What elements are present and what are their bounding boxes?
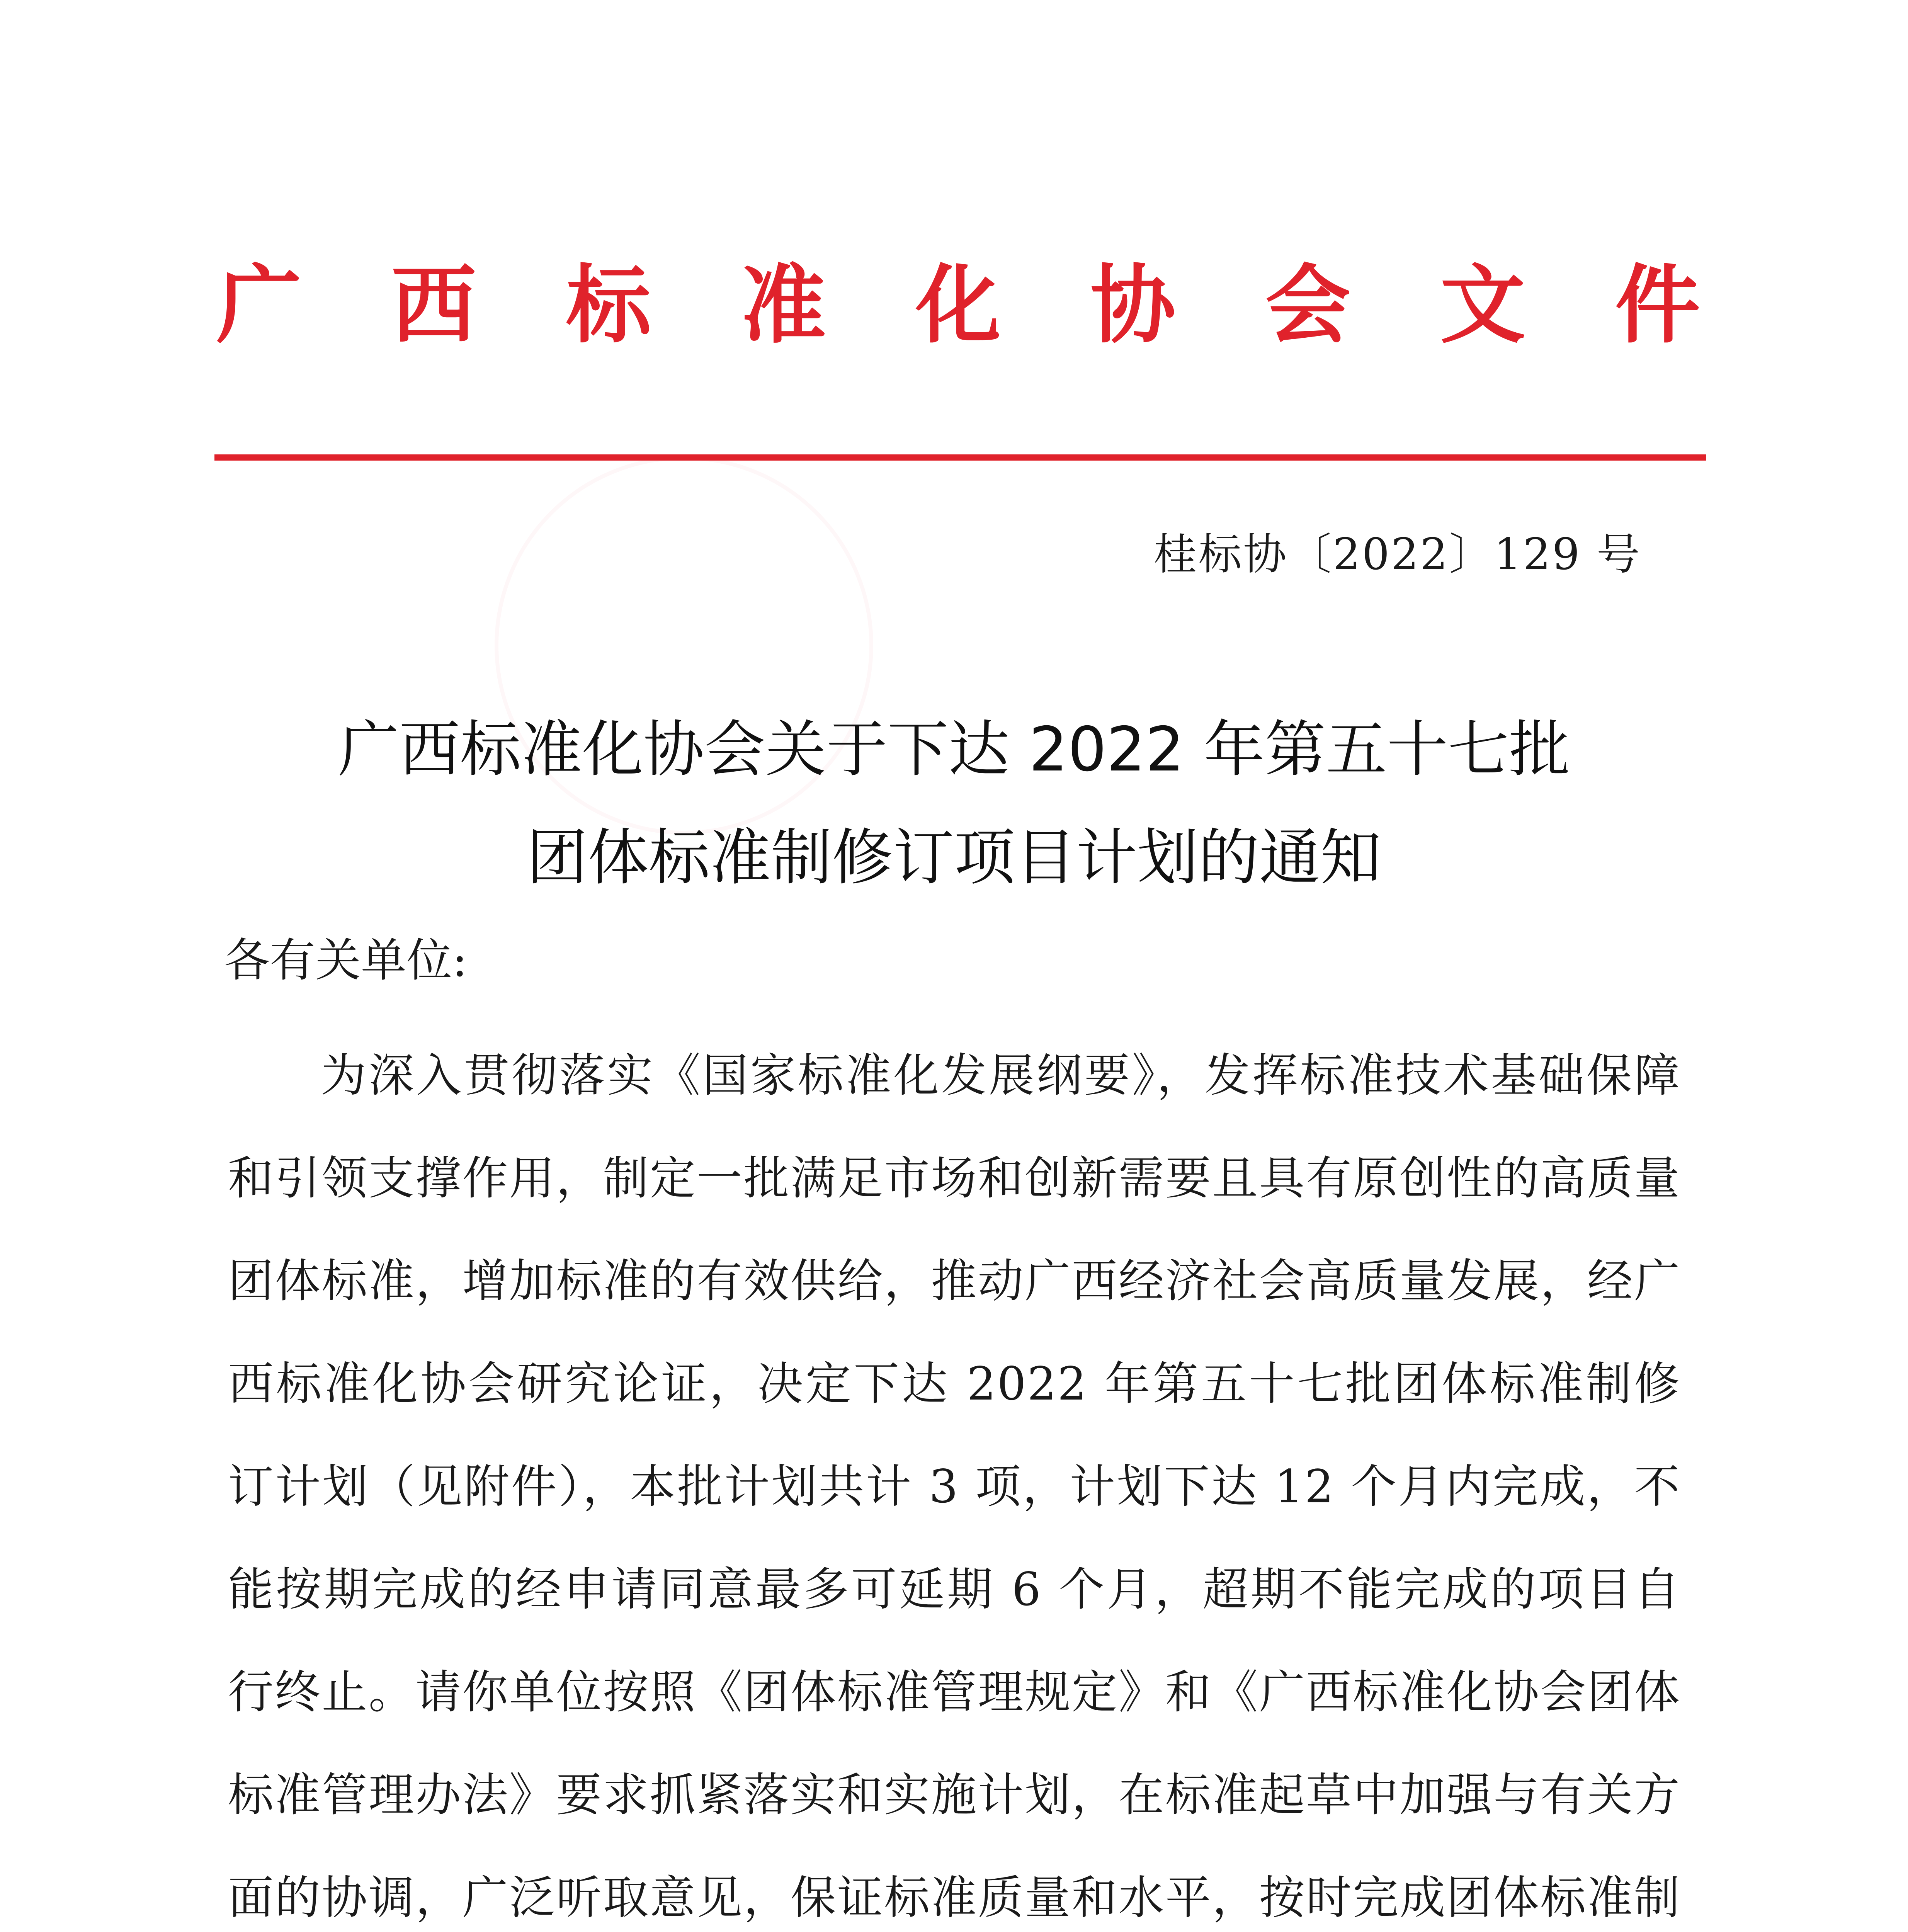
document-title-line-1: 广西标准化协会关于下达 2022 年第五十七批	[338, 714, 1570, 785]
letterhead-char: 协	[1090, 256, 1176, 355]
document-title-line-2: 团体标准制修订项目计划的通知	[527, 822, 1381, 893]
letterhead-char: 件	[1615, 256, 1700, 355]
letterhead-char: 西	[391, 256, 476, 355]
salutation: 各有关单位:	[224, 934, 468, 987]
letterhead	[216, 255, 1700, 355]
letterhead-char: 化	[915, 256, 1001, 355]
letterhead-char: 标	[566, 256, 651, 355]
letterhead-char: 会	[1265, 256, 1350, 355]
letterhead-char: 广	[216, 256, 302, 355]
letterhead-char: 文	[1440, 256, 1525, 355]
body-paragraph: 为深入贯彻落实《国家标准化发展纲要》，发挥标准技术基础保障和引领支撑作用，制定一批满足市场和创新需要且具有原创性的高质量团体标准，增加标准的有效供给，推动广西经济社会高质量发展，经广西标准化协会研究论证，决定下达 2022 年第五十七批团体标准制修订计划（见附件），本批计划共计 3 项，计划下达 12 个月内完成，不能按期完成的经申请同意最多可延期 6 个月，超期不能完成的项目自行终止。请你单位按照《团体标准管理规定》和《广西标准化协会团体标准管理办法》要求抓紧落实和实施计划，在标准起草中加强与有关方面的协调，广泛听取意见，保证标准质量和水平，按时完成团体标准制	[228, 1049, 1681, 1924]
document-number: 桂标协〔2022〕129 号	[1153, 529, 1641, 580]
letterhead-char: 准	[741, 256, 826, 355]
letterhead-red-rule	[214, 454, 1706, 461]
